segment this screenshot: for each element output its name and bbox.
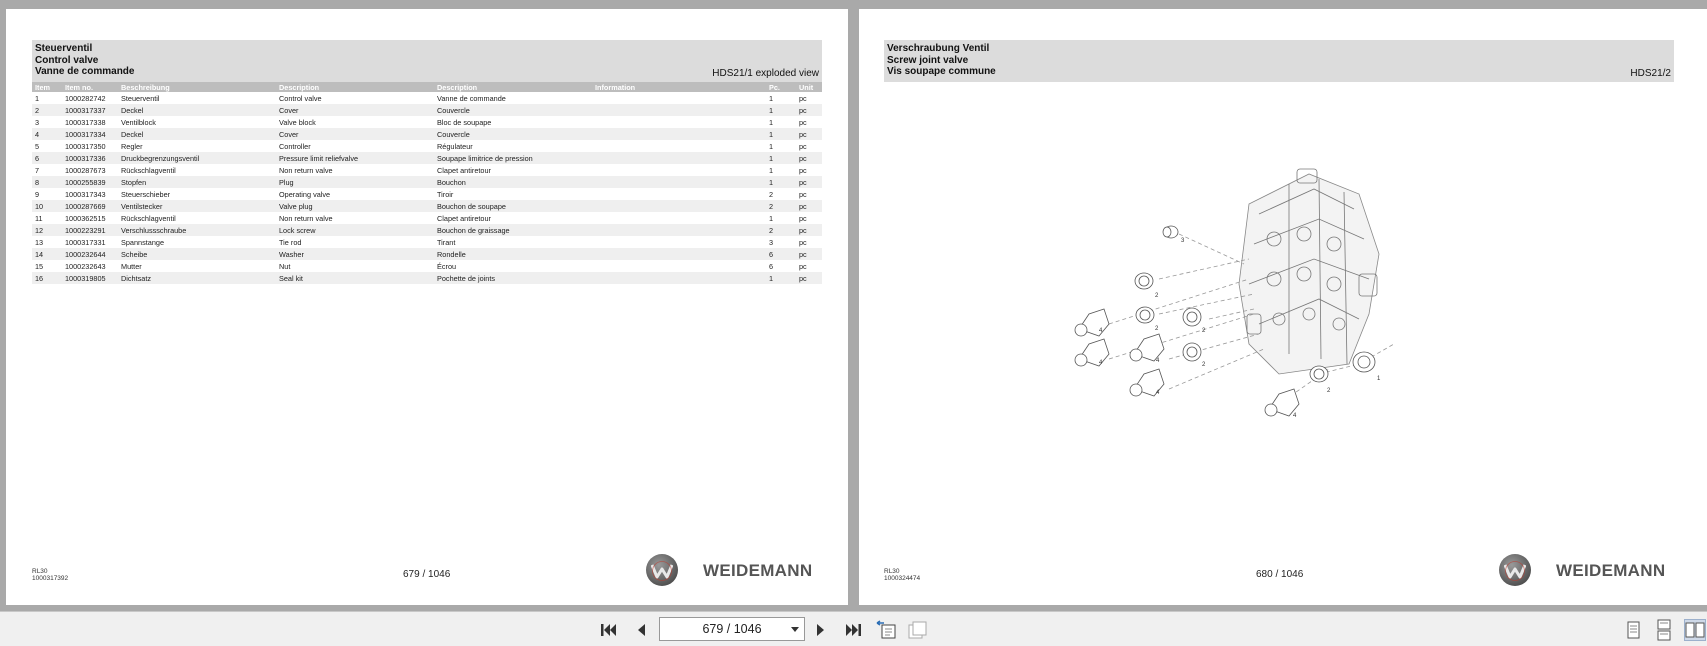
cell-pc: 1 (766, 104, 796, 116)
left-page-header (32, 40, 822, 82)
footer-doc-number: 1000317392 (32, 575, 69, 582)
cell-unit: pc (796, 128, 822, 140)
right-page-number: 680 / 1046 (1256, 569, 1304, 580)
callout-label: 2 (1202, 328, 1206, 334)
cell-unit: pc (799, 189, 807, 199)
cell-information (592, 92, 766, 104)
title-fr: Vis soupape commune (887, 66, 996, 77)
table-row (32, 140, 822, 152)
callout-label: 4 (1156, 358, 1160, 364)
cell-item: 5 (35, 141, 40, 151)
cell-pc: 6 (769, 261, 774, 271)
table-row (32, 104, 822, 116)
last-page-button[interactable] (841, 618, 865, 642)
continuous-icon (1653, 619, 1675, 641)
cell-item: 15 (35, 261, 44, 271)
cell-description-en: Seal kit (276, 272, 434, 284)
cell-information (592, 176, 766, 188)
table-row (32, 176, 822, 188)
single-page-icon (1622, 619, 1644, 641)
cell-pc: 1 (769, 141, 774, 151)
cell-item-no: 1000317337 (62, 104, 118, 116)
table-row (32, 152, 822, 164)
table-row (32, 92, 822, 104)
cell-item-no: 1000362515 (65, 213, 106, 223)
cell-description-en: Plug (276, 176, 434, 188)
cell-beschreibung: Deckel (118, 128, 276, 140)
forward-view-icon (907, 620, 929, 640)
col-description-en: Description (276, 82, 434, 92)
cell-pc: 1 (766, 272, 796, 284)
col-beschreibung: Beschreibung (118, 82, 276, 92)
title-fr: Vanne de commande (35, 66, 135, 77)
cell-unit: pc (796, 248, 822, 260)
cell-item-no: 1000317336 (62, 152, 118, 164)
exploded-view-drawing (1059, 164, 1459, 464)
callout-label: 2 (1327, 388, 1331, 394)
cell-item-no: 1000282742 (65, 93, 106, 103)
cell-item-no: 1000317331 (65, 237, 106, 247)
cell-item-no: 1000319805 (62, 272, 118, 284)
back-view-button[interactable] (874, 618, 898, 642)
cell-unit: pc (796, 176, 822, 188)
table-row (32, 236, 822, 248)
cell-description-fr: Tiroir (437, 189, 454, 199)
table-row (32, 248, 822, 260)
cell-beschreibung: Regler (121, 141, 143, 151)
cell-information (592, 188, 766, 200)
page-number-value: 679 / 1046 (702, 622, 762, 636)
page-number-field[interactable] (659, 617, 805, 641)
cell-description-en: Tie rod (279, 237, 302, 247)
cell-description-fr: Régulateur (437, 141, 473, 151)
cell-information (592, 236, 766, 248)
cell-description-fr: Couvercle (434, 104, 592, 116)
cell-unit: pc (796, 272, 822, 284)
cell-beschreibung: Dichtsatz (118, 272, 276, 284)
cell-item: 7 (35, 165, 40, 175)
cell-beschreibung: Steuerschieber (121, 189, 171, 199)
cell-beschreibung: Stopfen (118, 176, 276, 188)
footer-doc-number: 1000324474 (884, 575, 921, 582)
last-page-icon (844, 622, 862, 638)
title-de: Verschraubung Ventil (887, 43, 990, 54)
two-page-view-button[interactable] (1684, 619, 1706, 641)
cell-beschreibung: Rückschlagventil (121, 165, 176, 175)
cell-beschreibung: Steuerventil (121, 93, 160, 103)
col-information: Information (592, 82, 766, 92)
callout-label: 4 (1293, 413, 1297, 419)
cell-beschreibung: Verschlussschraube (118, 224, 276, 236)
cell-description-fr: Écrou (437, 261, 457, 271)
cell-item-no: 1000255839 (62, 176, 118, 188)
cell-item: 14 (32, 248, 62, 260)
cell-item: 4 (32, 128, 62, 140)
cell-beschreibung: Spannstange (121, 237, 165, 247)
table-row (32, 116, 822, 128)
cell-description-en: Nut (279, 261, 291, 271)
cell-description-fr: Bouchon de graissage (434, 224, 592, 236)
footer-model: RL30 (32, 568, 48, 575)
cell-item: 3 (35, 117, 40, 127)
col-pc: Pc. (766, 82, 796, 92)
cell-information (592, 224, 766, 236)
first-page-icon (600, 622, 618, 638)
next-page-icon (814, 622, 828, 638)
title-en: Screw joint valve (887, 54, 969, 66)
cell-unit: pc (796, 224, 822, 236)
table-header-row (32, 82, 822, 92)
cell-description-en: Non return valve (279, 165, 333, 175)
cell-item-no: 1000317334 (62, 128, 118, 140)
cell-beschreibung: Mutter (121, 261, 142, 271)
cell-description-fr: Pochette de joints (434, 272, 592, 284)
cell-description-en: Controller (279, 141, 311, 151)
table-row (32, 164, 822, 176)
back-view-icon (875, 620, 897, 640)
prev-page-button[interactable] (629, 618, 653, 642)
col-description-fr: Description (434, 82, 592, 92)
cell-unit: pc (799, 165, 807, 175)
cell-pc: 2 (766, 224, 796, 236)
chevron-down-icon[interactable] (791, 627, 799, 632)
cell-pc: 6 (766, 248, 796, 260)
table-row (32, 272, 822, 284)
table-row (32, 212, 822, 224)
cell-description-fr: Clapet antiretour (437, 213, 491, 223)
cell-pc: 2 (769, 189, 774, 199)
footer-model: RL30 (884, 568, 900, 575)
cell-item-no: 1000317350 (65, 141, 106, 151)
cell-item-no: 1000317338 (65, 117, 106, 127)
cell-information (592, 260, 766, 272)
cell-item: 9 (35, 189, 40, 199)
cell-item: 16 (32, 272, 62, 284)
viewer-toolbar (0, 611, 1707, 646)
cell-description-en: Lock screw (276, 224, 434, 236)
cell-beschreibung: Rückschlagventil (121, 213, 176, 223)
right-page (859, 9, 1707, 605)
cell-information (592, 272, 766, 284)
table-row (32, 128, 822, 140)
cell-information (592, 248, 766, 260)
cell-pc: 2 (766, 200, 796, 212)
cell-pc: 1 (769, 93, 774, 103)
cell-item: 13 (35, 237, 44, 247)
cell-information (592, 128, 766, 140)
callout-label: 4 (1099, 328, 1103, 334)
col-unit: Unit (796, 82, 822, 92)
left-footer-info (32, 568, 68, 582)
cell-pc: 1 (766, 152, 796, 164)
cell-item: 1 (35, 93, 40, 103)
callout-label: 2 (1155, 326, 1159, 332)
brand-name: WEIDEMANN (703, 561, 813, 580)
prev-page-icon (634, 622, 648, 638)
cell-item-no: 1000232644 (62, 248, 118, 260)
table-row (32, 224, 822, 236)
cell-unit: pc (799, 117, 807, 127)
cell-item-no: 1000287673 (65, 165, 106, 175)
cell-pc: 1 (769, 165, 774, 175)
cell-information (592, 116, 766, 128)
cell-pc: 1 (769, 213, 774, 223)
title-de: Steuerventil (35, 43, 93, 54)
cell-information (592, 164, 766, 176)
right-footer-info (884, 568, 920, 582)
cell-beschreibung: Ventilblock (121, 117, 156, 127)
cell-description-fr: Vanne de commande (437, 93, 506, 103)
col-item-no: Item no. (62, 82, 118, 92)
cell-unit: pc (799, 237, 807, 247)
table-row (32, 200, 822, 212)
right-page-header (884, 40, 1674, 82)
weidemann-logo (1499, 552, 1679, 588)
drawing-ref: HDS21/2 (1630, 67, 1671, 79)
title-en: Control valve (35, 54, 99, 66)
next-page-button[interactable] (809, 618, 833, 642)
continuous-view-button[interactable] (1653, 619, 1675, 641)
single-page-view-button[interactable] (1622, 619, 1644, 641)
weidemann-emblem-icon (1499, 554, 1531, 586)
cell-description-en: Non return valve (279, 213, 333, 223)
cell-unit: pc (799, 213, 807, 223)
cell-description-en: Control valve (279, 93, 322, 103)
col-item: Item (32, 82, 62, 92)
cell-unit: pc (796, 200, 822, 212)
cell-description-en: Washer (276, 248, 434, 260)
callout-label: 1 (1377, 376, 1381, 382)
callout-label: 2 (1155, 293, 1159, 299)
cell-beschreibung: Ventilstecker (118, 200, 276, 212)
cell-description-fr: Bouchon (434, 176, 592, 188)
callout-label: 4 (1099, 360, 1103, 366)
drawing-ref: HDS21/1 exploded view (712, 67, 819, 79)
two-page-icon (1685, 620, 1705, 640)
weidemann-logo (646, 552, 826, 588)
cell-description-en: Operating valve (279, 189, 331, 199)
cell-unit: pc (799, 93, 807, 103)
cell-information (592, 200, 766, 212)
callout-label: 4 (1156, 390, 1160, 396)
cell-description-fr: Tirant (437, 237, 456, 247)
cell-description-fr: Rondelle (434, 248, 592, 260)
cell-description-fr: Bouchon de soupape (434, 200, 592, 212)
cell-description-en: Valve plug (276, 200, 434, 212)
cell-beschreibung: Deckel (118, 104, 276, 116)
cell-description-en: Valve block (279, 117, 316, 127)
forward-view-button[interactable] (906, 618, 930, 642)
cell-unit: pc (796, 104, 822, 116)
table-row (32, 260, 822, 272)
cell-item-no: 1000287669 (62, 200, 118, 212)
cell-pc: 3 (769, 237, 774, 247)
cell-description-fr: Clapet antiretour (437, 165, 491, 175)
parts-table (32, 82, 822, 284)
cell-pc: 1 (766, 176, 796, 188)
cell-information (592, 212, 766, 224)
cell-pc: 1 (766, 128, 796, 140)
cell-item-no: 1000317343 (65, 189, 106, 199)
cell-unit: pc (796, 152, 822, 164)
cell-item: 11 (35, 213, 43, 223)
cell-description-en: Pressure limit reliefvalve (276, 152, 434, 164)
cell-item-no: 1000232643 (65, 261, 106, 271)
cell-item-no: 1000223291 (62, 224, 118, 236)
cell-description-en: Cover (276, 104, 434, 116)
cell-description-fr: Bloc de soupape (437, 117, 492, 127)
cell-unit: pc (799, 261, 807, 271)
cell-description-fr: Couvercle (434, 128, 592, 140)
cell-beschreibung: Druckbegrenzungsventil (118, 152, 276, 164)
table-row (32, 188, 822, 200)
cell-item: 10 (32, 200, 62, 212)
left-page-number: 679 / 1046 (403, 569, 451, 580)
cell-description-en: Cover (276, 128, 434, 140)
cell-information (592, 152, 766, 164)
weidemann-emblem-icon (646, 554, 678, 586)
cell-item: 6 (32, 152, 62, 164)
callout-label: 3 (1181, 238, 1185, 244)
cell-item: 12 (32, 224, 62, 236)
brand-name: WEIDEMANN (1556, 561, 1666, 580)
cell-pc: 1 (769, 117, 774, 127)
cell-description-fr: Soupape limitrice de pression (434, 152, 592, 164)
first-page-button[interactable] (597, 618, 621, 642)
left-page (6, 9, 848, 605)
cell-information (592, 104, 766, 116)
cell-item: 2 (32, 104, 62, 116)
cell-item: 8 (32, 176, 62, 188)
cell-beschreibung: Scheibe (118, 248, 276, 260)
callout-label: 2 (1202, 362, 1206, 368)
cell-information (592, 140, 766, 152)
valve-block-illustration (1239, 169, 1379, 374)
cell-unit: pc (799, 141, 807, 151)
